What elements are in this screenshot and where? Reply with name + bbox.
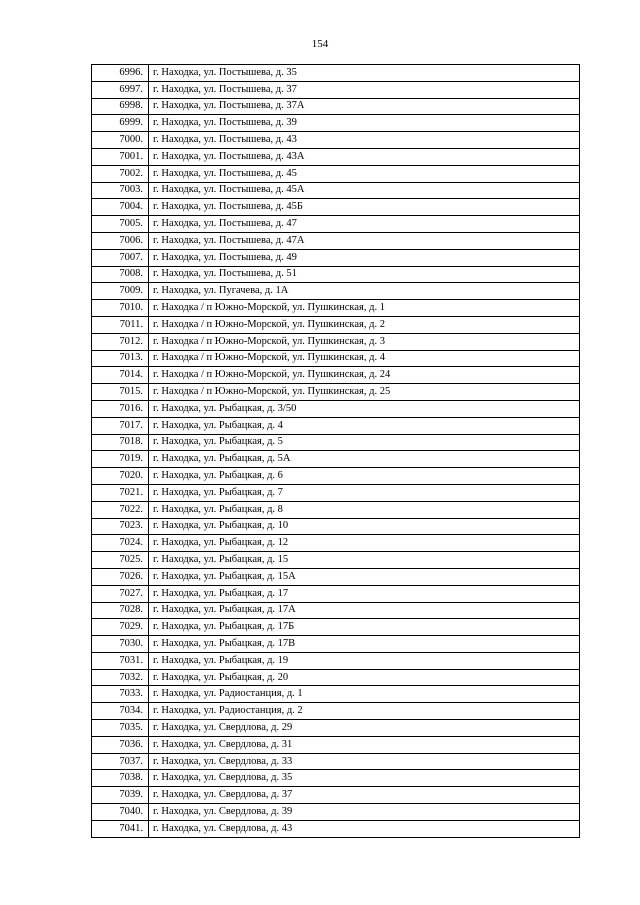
row-address: г. Находка, ул. Постышева, д. 47 (149, 216, 580, 233)
table-row (92, 736, 580, 753)
row-address: г. Находка, ул. Постышева, д. 47А (149, 232, 580, 249)
row-address: г. Находка / п Южно-Морской, ул. Пушкинская, д. 3 (149, 333, 580, 350)
table-row (92, 753, 580, 770)
table-row (92, 669, 580, 686)
row-address: г. Находка, ул. Радиостанция, д. 2 (149, 703, 580, 720)
row-address: г. Находка, ул. Постышева, д. 45 (149, 165, 580, 182)
row-address: г. Находка, ул. Постышева, д. 49 (149, 249, 580, 266)
page-number: 154 (311, 38, 329, 50)
row-number: 6997. (92, 81, 149, 98)
table-row (92, 216, 580, 233)
row-number: 7028. (92, 602, 149, 619)
row-number: 7017. (92, 417, 149, 434)
row-address: г. Находка, ул. Свердлова, д. 33 (149, 753, 580, 770)
row-address: г. Находка, ул. Постышева, д. 43 (149, 132, 580, 149)
table-row (92, 165, 580, 182)
row-number: 7030. (92, 636, 149, 653)
table-row (92, 820, 580, 837)
row-number: 7013. (92, 350, 149, 367)
row-number: 7036. (92, 736, 149, 753)
row-address: г. Находка, ул. Свердлова, д. 39 (149, 804, 580, 821)
table-row (92, 770, 580, 787)
address-table-body (92, 65, 580, 838)
row-address: г. Находка, ул. Постышева, д. 37А (149, 98, 580, 115)
row-address: г. Находка, ул. Рыбацкая, д. 17 (149, 585, 580, 602)
table-row (92, 652, 580, 669)
row-address: г. Находка, ул. Свердлова, д. 31 (149, 736, 580, 753)
table-row (92, 65, 580, 82)
table-row (92, 636, 580, 653)
row-number: 7034. (92, 703, 149, 720)
table-row (92, 249, 580, 266)
row-number: 7002. (92, 165, 149, 182)
row-address: г. Находка, ул. Свердлова, д. 35 (149, 770, 580, 787)
row-address: г. Находка, ул. Постышева, д. 43А (149, 148, 580, 165)
row-number: 6996. (92, 65, 149, 82)
table-row (92, 199, 580, 216)
row-address: г. Находка, ул. Пугачева, д. 1А (149, 283, 580, 300)
row-address: г. Находка / п Южно-Морской, ул. Пушкинская, д. 4 (149, 350, 580, 367)
table-row (92, 518, 580, 535)
row-address: г. Находка, ул. Рыбацкая, д. 5 (149, 434, 580, 451)
table-row (92, 703, 580, 720)
row-number: 7006. (92, 232, 149, 249)
row-number: 7027. (92, 585, 149, 602)
table-row (92, 417, 580, 434)
row-address: г. Находка, ул. Рыбацкая, д. 7 (149, 484, 580, 501)
row-number: 7015. (92, 384, 149, 401)
row-number: 7016. (92, 400, 149, 417)
row-address: г. Находка, ул. Свердлова, д. 37 (149, 787, 580, 804)
row-address: г. Находка, ул. Постышева, д. 37 (149, 81, 580, 98)
row-number: 7033. (92, 686, 149, 703)
row-number: 7035. (92, 720, 149, 737)
table-row (92, 182, 580, 199)
row-number: 7039. (92, 787, 149, 804)
row-number: 7004. (92, 199, 149, 216)
row-number: 7038. (92, 770, 149, 787)
row-address: г. Находка, ул. Постышева, д. 45Б (149, 199, 580, 216)
table-row (92, 367, 580, 384)
row-address: г. Находка / п Южно-Морской, ул. Пушкинская, д. 2 (149, 316, 580, 333)
table-row (92, 585, 580, 602)
table-row (92, 132, 580, 149)
row-address: г. Находка, ул. Свердлова, д. 43 (149, 820, 580, 837)
table-row (92, 316, 580, 333)
table-row (92, 266, 580, 283)
row-address: г. Находка, ул. Постышева, д. 51 (149, 266, 580, 283)
table-row (92, 787, 580, 804)
table-row (92, 232, 580, 249)
table-row (92, 300, 580, 317)
row-number: 6999. (92, 115, 149, 132)
row-number: 7020. (92, 468, 149, 485)
row-number: 7009. (92, 283, 149, 300)
table-row (92, 283, 580, 300)
row-number: 7003. (92, 182, 149, 199)
table-row (92, 501, 580, 518)
row-number: 7021. (92, 484, 149, 501)
table-row (92, 552, 580, 569)
row-number: 7040. (92, 804, 149, 821)
table-row (92, 686, 580, 703)
row-address: г. Находка, ул. Рыбацкая, д. 8 (149, 501, 580, 518)
row-address: г. Находка, ул. Радиостанция, д. 1 (149, 686, 580, 703)
row-number: 7005. (92, 216, 149, 233)
row-number: 7037. (92, 753, 149, 770)
table-row (92, 81, 580, 98)
row-address: г. Находка, ул. Рыбацкая, д. 17А (149, 602, 580, 619)
row-number: 7014. (92, 367, 149, 384)
table-row (92, 535, 580, 552)
row-address: г. Находка, ул. Рыбацкая, д. 10 (149, 518, 580, 535)
row-number: 7023. (92, 518, 149, 535)
row-address: г. Находка, ул. Рыбацкая, д. 15 (149, 552, 580, 569)
row-address: г. Находка, ул. Постышева, д. 39 (149, 115, 580, 132)
row-address: г. Находка / п Южно-Морской, ул. Пушкинская, д. 1 (149, 300, 580, 317)
table-row (92, 568, 580, 585)
table-row (92, 619, 580, 636)
row-address: г. Находка, ул. Рыбацкая, д. 4 (149, 417, 580, 434)
row-address: г. Находка, ул. Рыбацкая, д. 12 (149, 535, 580, 552)
row-number: 6998. (92, 98, 149, 115)
table-row (92, 720, 580, 737)
row-number: 7012. (92, 333, 149, 350)
table-row (92, 115, 580, 132)
row-number: 7007. (92, 249, 149, 266)
table-row (92, 451, 580, 468)
row-number: 7041. (92, 820, 149, 837)
row-address: г. Находка, ул. Рыбацкая, д. 5А (149, 451, 580, 468)
table-row (92, 350, 580, 367)
row-address: г. Находка, ул. Рыбацкая, д. 20 (149, 669, 580, 686)
row-number: 7018. (92, 434, 149, 451)
row-address: г. Находка, ул. Рыбацкая, д. 15А (149, 568, 580, 585)
row-address: г. Находка, ул. Постышева, д. 45А (149, 182, 580, 199)
address-table (91, 64, 580, 838)
row-address: г. Находка, ул. Рыбацкая, д. 17Б (149, 619, 580, 636)
row-number: 7022. (92, 501, 149, 518)
row-number: 7024. (92, 535, 149, 552)
table-row (92, 384, 580, 401)
row-number: 7019. (92, 451, 149, 468)
row-address: г. Находка, ул. Постышева, д. 35 (149, 65, 580, 82)
row-address: г. Находка / п Южно-Морской, ул. Пушкинская, д. 25 (149, 384, 580, 401)
table-row (92, 804, 580, 821)
row-number: 7031. (92, 652, 149, 669)
row-address: г. Находка / п Южно-Морской, ул. Пушкинская, д. 24 (149, 367, 580, 384)
row-number: 7001. (92, 148, 149, 165)
row-address: г. Находка, ул. Рыбацкая, д. 6 (149, 468, 580, 485)
table-row (92, 400, 580, 417)
table-row (92, 148, 580, 165)
table-row (92, 434, 580, 451)
row-number: 7026. (92, 568, 149, 585)
row-number: 7011. (92, 316, 149, 333)
row-number: 7029. (92, 619, 149, 636)
table-row (92, 602, 580, 619)
table-row (92, 468, 580, 485)
row-number: 7032. (92, 669, 149, 686)
row-number: 7025. (92, 552, 149, 569)
row-number: 7000. (92, 132, 149, 149)
row-address: г. Находка, ул. Рыбацкая, д. 3/50 (149, 400, 580, 417)
row-address: г. Находка, ул. Рыбацкая, д. 17В (149, 636, 580, 653)
row-address: г. Находка, ул. Рыбацкая, д. 19 (149, 652, 580, 669)
table-row (92, 484, 580, 501)
row-address: г. Находка, ул. Свердлова, д. 29 (149, 720, 580, 737)
row-number: 7008. (92, 266, 149, 283)
table-row (92, 333, 580, 350)
row-number: 7010. (92, 300, 149, 317)
table-row (92, 98, 580, 115)
